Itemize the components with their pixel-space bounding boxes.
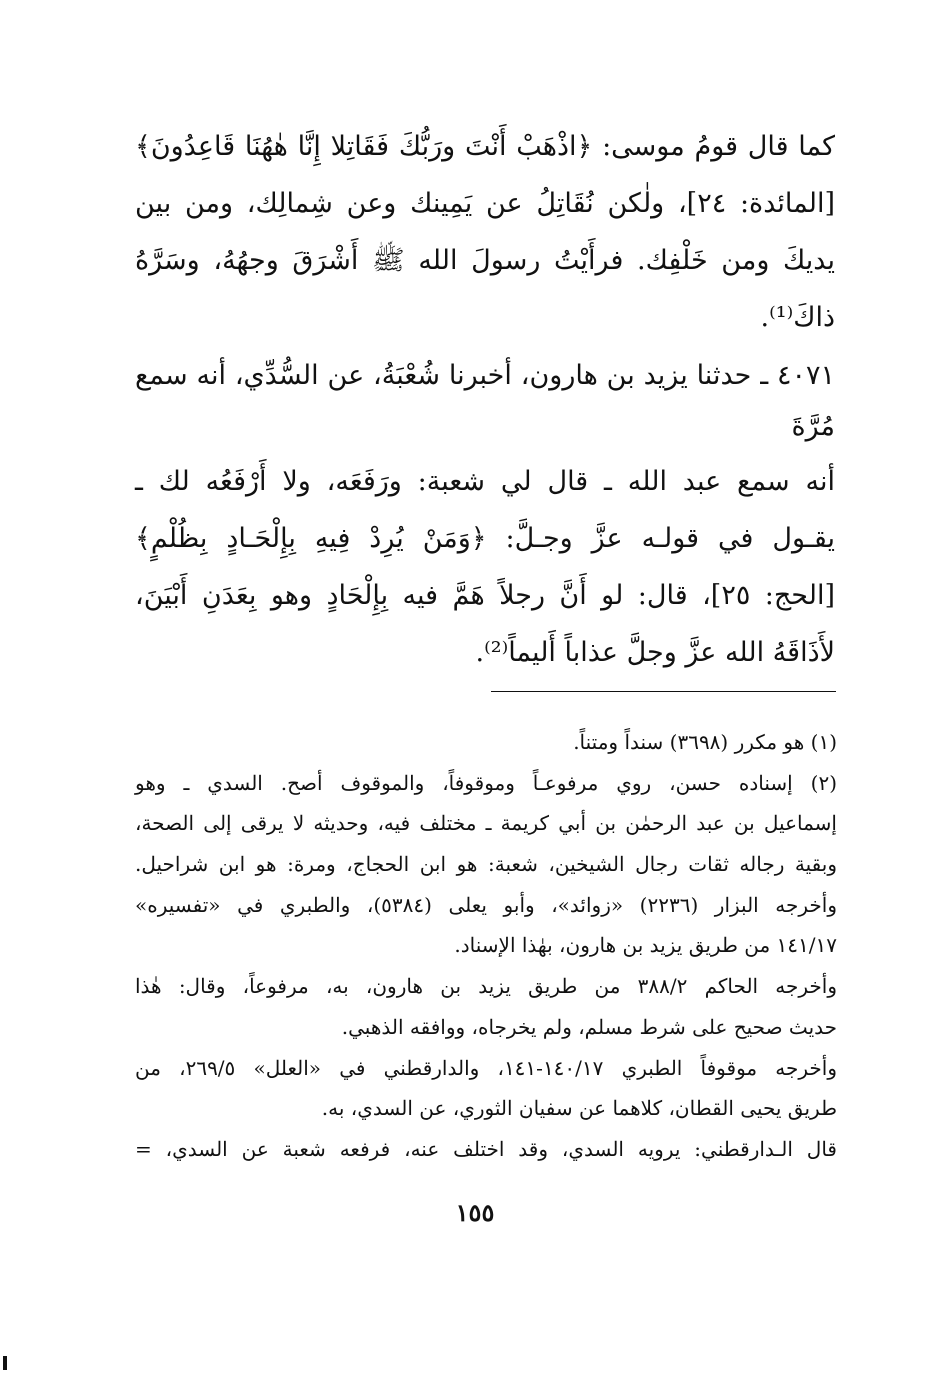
main-text-line: يديكَ ومن خَلْفِك. فرأَيْتُ رسولَ الله ﷺ أَشْرَقَ وجهُهُ، وسَرَّهُ [135,245,835,276]
main-text-line: ذاكَ⁽¹⁾. [760,302,835,333]
main-text-line: لأَذَاقَهُ الله عزَّ وجلَّ عذاباً أَليماً⁽²⁾. [475,637,835,668]
main-text-line: [المائدة: ٢٤]، ولٰكن نُقَاتِلُ عن يَمِينك وعن شِمالِك، ومن بين [135,188,835,219]
footnote-line: (٢) إسناده حسن، روي مرفوعـاً وموقوفاً، والموقوف أصح. السدي ـ وهو [135,770,837,795]
main-text-line: يقـول في قولـه عزَّ وجـلَّ: ﴿وَمَنْ يُرِدْ فِيهِ بِإِلْحَـادٍ بِظُلْمٍ﴾ [135,523,835,554]
footnotes [135,722,837,1170]
footnote-line: وأخرجه البزار (٢٢٣٦) «زوائد»، وأبو يعلى (٥٣٨٤)، والطبري في «تفسيره» [135,892,837,917]
footnote-separator [491,691,836,692]
footnote-line: قال الـدارقطني: يرويه السدي، وقد اختلف عنه، فرفعه شعبة عن السدي، = [135,1136,837,1161]
footnote-line: إسماعيل بن عبد الرحمٰن بن أبي كريمة ـ مختلف فيه، وحديثه لا يرقى إلى الصحة، [135,811,837,836]
footnote-line: وبقية رجاله ثقات رجال الشيخين، شعبة: هو ابن الحجاج، ومرة: هو ابن شراحيل. [135,852,837,877]
main-text-line: [الحج: ٢٥]، قال: لو أَنَّ رجلاً هَمَّ فيه بِإِلْحَادٍ وهو بِعَدَنِ أَبْيَنَ، [135,580,835,611]
footnote-line: ١٤١/١٧ من طريق يزيد بن هارون، بهٰذا الإسناد. [454,933,837,958]
hadith-number-line: ٤٠٧١ ـ حدثنا يزيد بن هارون، أخبرنا شُعْبَةُ، عن السُّدِّي، أنه سمع [135,360,835,391]
main-paragraph-2-continuation [135,398,835,455]
main-paragraph-1 [135,118,835,346]
footnote-line: وأخرجه الحاكم ٣٨٨/٢ من طريق يزيد بن هارون، به، مرفوعاً، وقال: هٰذا [135,974,838,999]
scan-edge-mark [3,1356,7,1370]
footnote-line: حديث صحيح على شرط مسلم، ولم يخرجاه، ووافقه الذهبي. [341,1014,837,1039]
main-paragraph-3 [135,453,835,681]
footnote-line: وأخرجه موقوفاً الطبري ١٤٠/١٧-١٤١، والدارقطني في «العلل» ٢٦٩/٥، من [135,1055,837,1080]
main-paragraph-2 [135,347,835,404]
main-text-line: كما قال قومُ موسى: ﴿اذْهَبْ أَنْتَ ورَبُّكَ فَقَاتِلا إِنَّا هٰهُنَا قَاعِدُونَ﴾ [135,131,835,162]
footnote-line: (١) هو مكرر (٣٦٩٨) سنداً ومتناً. [573,730,837,754]
footnote-line: طريق يحيى القطان، كلاهما عن سفيان الثوري، عن السدي، به. [321,1096,837,1121]
page-number: ١٥٥ [455,1198,495,1227]
main-text-line: مُرَّةَ [791,411,835,442]
main-text-line: أنه سمع عبد الله ـ قال لي شعبة: ورَفَعَه، ولا أَرْفَعُه لك ـ [135,466,835,497]
